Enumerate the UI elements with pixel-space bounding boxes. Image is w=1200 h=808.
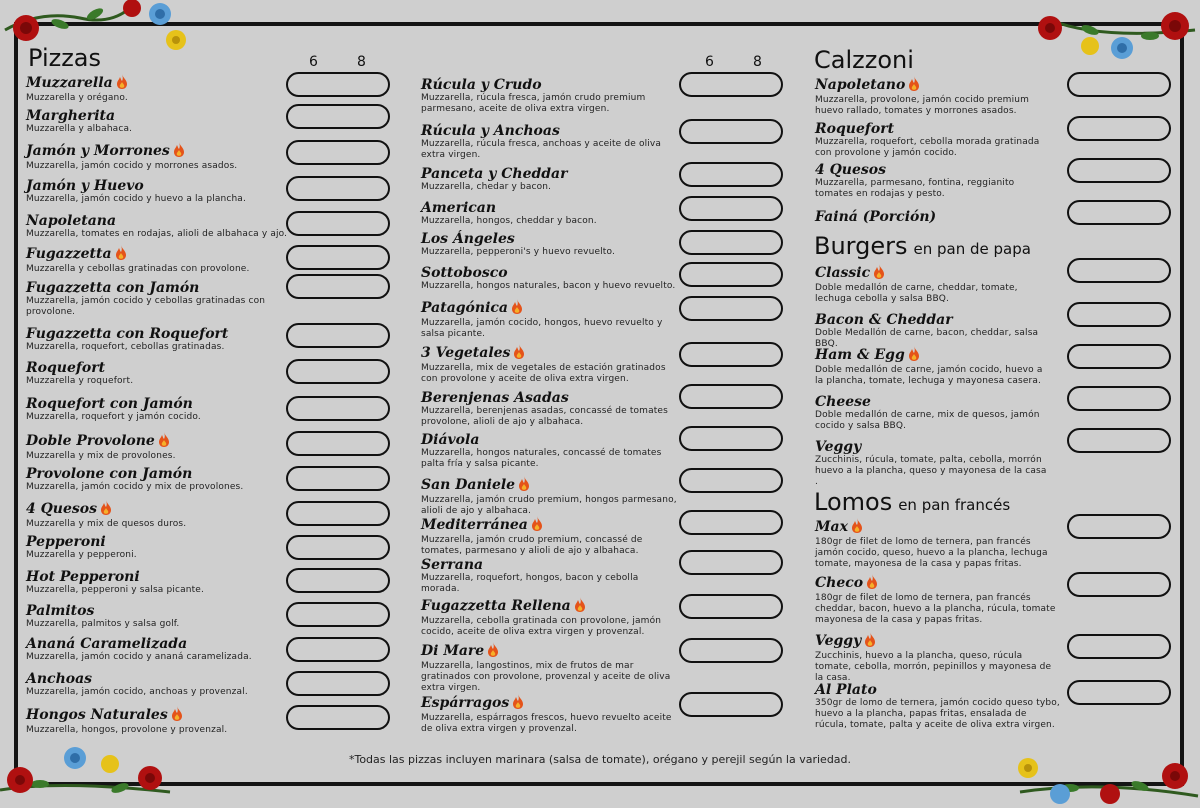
order-quantity-field[interactable] (286, 637, 390, 662)
spicy-flame-icon (116, 74, 128, 93)
menu-item-description: Muzzarella, jamón cocido y cebollas gratinadas con provolone. (26, 296, 266, 317)
menu-item-description: Muzzarella, roquefort, cebolla morada gratinada con provolone y jamón cocido. (815, 137, 1040, 158)
menu-item (26, 74, 288, 104)
spicy-flame-icon (512, 694, 524, 713)
menu-item-name (26, 636, 288, 652)
menu-item (421, 77, 679, 115)
menu-item-name (815, 574, 1060, 593)
menu-item-description: Muzzarella y roquefort. (26, 376, 134, 386)
menu-item-description: Muzzarella, cebolla gratinada con provolone, jamón cocido, aceite de oliva extra virgen y provenzal. (421, 616, 662, 637)
menu-item-name (815, 312, 1051, 328)
menu-item-name (26, 671, 288, 687)
menu-item (26, 636, 288, 663)
menu-item-description: Muzzarella, pepperoni y salsa picante. (26, 585, 204, 595)
flower-decoration-top-right (1030, 0, 1200, 70)
menu-item-name (421, 516, 679, 535)
menu-item-description: Muzzarella, palmitos y salsa golf. (26, 619, 180, 629)
order-quantity-field[interactable] (679, 119, 783, 144)
menu-item-description: Muzzarella y mix de provolones. (26, 451, 176, 461)
spicy-flame-icon (511, 299, 523, 318)
menu-item-name-text: Provolone con Jamón (26, 466, 193, 482)
menu-item (815, 574, 1060, 626)
menu-item-name-text: Fainá (Porción) (815, 209, 937, 225)
order-quantity-field[interactable] (679, 384, 783, 409)
menu-item-name-text: Muzzarella (26, 75, 113, 91)
order-quantity-field[interactable] (1067, 116, 1171, 141)
menu-item-name-text: Napoletano (815, 77, 906, 93)
menu-item-name-text: Anchoas (26, 671, 93, 687)
menu-item-name (26, 396, 288, 412)
calzzoni-title: Calzzoni (814, 46, 914, 74)
order-quantity-field[interactable] (1067, 634, 1171, 659)
menu-item-name-text: Mediterránea (421, 517, 528, 533)
spicy-flame-icon (873, 264, 885, 283)
menu-item (815, 346, 1051, 387)
menu-item (815, 394, 1051, 432)
menu-item (421, 476, 679, 517)
menu-item (421, 597, 679, 638)
spicy-flame-icon (173, 142, 185, 161)
menu-item-name (815, 162, 1051, 178)
menu-item-name-text: Diávola (421, 432, 480, 448)
menu-item-name-text: Roquefort con Jamón (26, 396, 193, 412)
order-quantity-field[interactable] (1067, 386, 1171, 411)
menu-item-description: Muzzarella, hongos naturales, bacon y huevo revuelto. (421, 281, 676, 291)
menu-item-description: Muzzarella, jamón cocido, hongos, huevo revuelto y salsa picante. (421, 318, 663, 339)
menu-item-name (815, 264, 1051, 283)
menu-item (26, 213, 288, 240)
spicy-flame-icon (908, 346, 920, 365)
menu-item-description: Muzzarella, hongos, provolone y provenzal. (26, 725, 228, 735)
spicy-flame-icon (864, 632, 876, 651)
menu-item-name-text: Roquefort (815, 121, 895, 137)
menu-item-name (26, 534, 288, 550)
order-quantity-field[interactable] (1067, 572, 1171, 597)
menu-item (26, 326, 288, 353)
menu-item (815, 264, 1051, 305)
order-quantity-field[interactable] (286, 245, 390, 270)
order-quantity-field[interactable] (679, 468, 783, 493)
menu-item (815, 76, 1051, 117)
menu-item-name-text: 4 Quesos (26, 501, 97, 517)
menu-item (26, 108, 288, 135)
lomos-subtitle: en pan francés (898, 496, 1011, 514)
menu-item-description: Muzzarella, espárragos frescos, huevo revuelto aceite de oliva extra virgen y provenzal. (421, 713, 672, 734)
menu-item-name (421, 265, 679, 281)
order-quantity-field[interactable] (286, 705, 390, 730)
menu-item-name-text: Cheese (815, 394, 871, 410)
menu-item-name (26, 569, 288, 585)
menu-item-name (26, 466, 288, 482)
menu-item-name-text: Di Mare (421, 643, 485, 659)
order-quantity-field[interactable] (286, 466, 390, 491)
menu-item-description: Muzzarella, jamón cocido y morrones asados. (26, 161, 238, 171)
order-quantity-field[interactable] (679, 510, 783, 535)
menu-item-name (26, 706, 288, 725)
menu-item-name-text: Berenjenas Asadas (421, 390, 569, 406)
menu-item-name-text: Patagónica (421, 300, 508, 316)
order-quantity-field[interactable] (286, 671, 390, 696)
menu-item-name (26, 326, 288, 342)
menu-item-name (421, 344, 679, 363)
menu-item-name-text: Serrana (421, 557, 484, 573)
menu-item-name-text: Veggy (815, 633, 862, 649)
menu-item-description: Muzzarella, provolone, jamón cocido premium huevo rallado, tomates y morrones asados. (815, 95, 1030, 116)
menu-item (421, 200, 679, 227)
menu-item-description: Muzzarella, jamón cocido y ananá caramelizada. (26, 652, 252, 662)
menu-item-description: 350gr de lomo de ternera, jamón cocido queso tybo, huevo a la plancha, papas fritas, ensalada de rúcula, tomate, palta y aceite de oliva extra virgen. (815, 698, 1060, 730)
menu-item (26, 245, 288, 275)
menu-item-name (421, 557, 679, 573)
menu-item-description: Muzzarella, roquefort, hongos, bacon y cebolla morada. (421, 573, 639, 594)
menu-item (421, 642, 679, 694)
menu-item-name-text: Rúcula y Anchoas (421, 123, 560, 139)
size-label-8: 8 (357, 54, 366, 70)
order-quantity-field[interactable] (286, 359, 390, 384)
menu-item-description: Muzzarella, pepperoni's y huevo revuelto. (421, 247, 615, 257)
menu-item-name (815, 346, 1051, 365)
menu-item-name-text: 4 Quesos (815, 162, 886, 178)
menu-item-name (26, 213, 288, 229)
order-quantity-field[interactable] (679, 162, 783, 187)
order-quantity-field[interactable] (286, 72, 390, 97)
menu-item-name-text: San Daniele (421, 477, 516, 493)
menu-item-name-text: Sottobosco (421, 265, 508, 281)
menu-item (815, 162, 1051, 200)
menu-item-name (26, 360, 288, 376)
menu-item-description: Doble medallón de carne, cheddar, tomate, lechuga cebolla y salsa BBQ. (815, 283, 1018, 304)
menu-item-name (421, 642, 679, 661)
menu-item-name-text: Veggy (815, 439, 862, 455)
burgers-title (814, 232, 1031, 260)
menu-item-description: Muzzarella, parmesano, fontina, reggianito tomates en rodajas y pesto. (815, 178, 1015, 199)
menu-item (421, 557, 679, 595)
menu-item-name (26, 245, 288, 264)
order-quantity-field[interactable] (286, 396, 390, 421)
order-quantity-field[interactable] (286, 323, 390, 348)
menu-item-name (26, 280, 288, 296)
menu-item (815, 632, 1060, 684)
menu-item-description: Doble medallón de carne, jamón cocido, huevo a la plancha, tomate, lechuga y mayonesa casera. (815, 365, 1043, 386)
flower-decoration-top-left (0, 0, 200, 60)
menu-item-name (815, 439, 1051, 455)
menu-item-name (421, 476, 679, 495)
lomos-title (814, 488, 1010, 516)
menu-item-description: Muzzarella y albahaca. (26, 124, 133, 134)
menu-item (26, 500, 288, 530)
menu-item-name (815, 682, 1060, 698)
spicy-flame-icon (100, 500, 112, 519)
menu-item (815, 439, 1051, 488)
menu-item-description: Zucchinis, huevo a la plancha, queso, rúcula tomate, cebolla, morrón, pepinillos y mayonesa de la casa. (815, 651, 1052, 683)
menu-item-description: Muzzarella, langostinos, mix de frutos de mar gratinados con provolone, provenzal y aceite de oliva extra virgen. (421, 661, 671, 693)
menu-item (26, 432, 288, 462)
menu-item-description: Muzzarella y pepperoni. (26, 550, 137, 560)
menu-item-name-text: Fugazzetta Rellena (421, 598, 571, 614)
menu-item (26, 603, 288, 630)
order-quantity-field[interactable] (679, 550, 783, 575)
order-quantity-field[interactable] (1067, 344, 1171, 369)
menu-item-description: Muzzarella, berenjenas asadas, concassé de tomates provolone, alioli de ajo y albahaca. (421, 406, 668, 427)
order-quantity-field[interactable] (286, 140, 390, 165)
menu-item-name-text: Pepperoni (26, 534, 106, 550)
menu-item-description: Muzzarella, jamón crudo premium, concassé de tomates, parmesano y alioli de ajo y albahaca. (421, 535, 643, 556)
menu-item (421, 231, 679, 258)
menu-item-description: Zucchinis, rúcula, tomate, palta, cebolla, morrón huevo a la plancha, queso y mayonesa de la casa . (815, 455, 1047, 487)
menu-item-name-text: Hot Pepperoni (26, 569, 140, 585)
menu-item-name-text: Jamón y Morrones (26, 143, 170, 159)
menu-item (421, 299, 679, 340)
menu-item-name-text: American (421, 200, 497, 216)
menu-item (421, 432, 679, 470)
menu-item-name (26, 603, 288, 619)
spicy-flame-icon (171, 706, 183, 725)
spicy-flame-icon (518, 476, 530, 495)
order-quantity-field[interactable] (286, 602, 390, 627)
order-quantity-field[interactable] (679, 196, 783, 221)
menu-item-name (26, 74, 288, 93)
order-quantity-field[interactable] (679, 638, 783, 663)
menu-item-name (815, 121, 1051, 137)
menu-item-description: 180gr de filet de lomo de ternera, pan francés cheddar, bacon, huevo a la plancha, rúcula, tomate mayonesa de la casa y papas fritas. (815, 593, 1056, 625)
menu-item-name-text: Classic (815, 265, 871, 281)
menu-item-name (26, 108, 288, 124)
order-quantity-field[interactable] (1067, 680, 1171, 705)
menu-item-description: Muzzarella, jamón crudo premium, hongos parmesano, alioli de ajo y albahaca. (421, 495, 677, 516)
order-quantity-field[interactable] (286, 431, 390, 456)
menu-item-name (815, 632, 1060, 651)
lomos-title-text: Lomos (814, 488, 893, 516)
menu-item-name (26, 500, 288, 519)
menu-item-name-text: Palmitos (26, 603, 95, 619)
menu-item-description: Muzzarella, jamón cocido, anchoas y provenzal. (26, 687, 248, 697)
order-quantity-field[interactable] (1067, 258, 1171, 283)
menu-item-name-text: Panceta y Cheddar (421, 166, 568, 182)
menu-item-name (421, 597, 679, 616)
burgers-title-text: Burgers (814, 232, 908, 260)
menu-item (421, 265, 679, 292)
order-quantity-field[interactable] (679, 692, 783, 717)
order-quantity-field[interactable] (286, 501, 390, 526)
size-label-6: 6 (705, 54, 714, 70)
menu-item-name-text: Fugazzetta con Roquefort (26, 326, 229, 342)
order-quantity-field[interactable] (286, 104, 390, 129)
menu-item-name-text: Bacon & Cheddar (815, 312, 953, 328)
menu-item (815, 121, 1051, 159)
spicy-flame-icon (908, 76, 920, 95)
menu-item-name (26, 432, 288, 451)
flower-decoration-bottom-left (0, 740, 180, 808)
menu-item-name (815, 518, 1060, 537)
menu-item (421, 516, 679, 557)
spicy-flame-icon (158, 432, 170, 451)
menu-item-description: Doble medallón de carne, mix de quesos, jamón cocido y salsa BBQ. (815, 410, 1040, 431)
menu-item-name-text: Roquefort (26, 360, 106, 376)
menu-item (26, 569, 288, 596)
menu-item-name-text: Fugazzetta (26, 246, 112, 262)
order-quantity-field[interactable] (286, 535, 390, 560)
menu-item-description: Muzzarella y mix de quesos duros. (26, 519, 187, 529)
menu-item-name-text: Ananá Caramelizada (26, 636, 188, 652)
menu-item-name-text: Hongos Naturales (26, 707, 168, 723)
menu-item-description: Muzzarella, tomates en rodajas, alioli de albahaca y ajo. (26, 229, 288, 239)
menu-item-description: 180gr de filet de lomo de ternera, pan francés jamón cocido, queso, huevo a la plancha, lechuga tomate, mayonesa de la casa y papas fritas. (815, 537, 1048, 569)
menu-item-name-text: 3 Vegetales (421, 345, 511, 361)
order-quantity-field[interactable] (1067, 428, 1171, 453)
menu-item (26, 534, 288, 561)
menu-item (815, 518, 1060, 570)
menu-item-name-text: Ham & Egg (815, 347, 905, 363)
order-quantity-field[interactable] (1067, 158, 1171, 183)
order-quantity-field[interactable] (679, 594, 783, 619)
spicy-flame-icon (574, 597, 586, 616)
menu-item (26, 142, 288, 172)
menu-item (26, 466, 288, 493)
menu-item-name (815, 394, 1051, 410)
order-quantity-field[interactable] (1067, 302, 1171, 327)
order-quantity-field[interactable] (286, 568, 390, 593)
spicy-flame-icon (513, 344, 525, 363)
size-label-8: 8 (753, 54, 762, 70)
menu-item-name (421, 694, 679, 713)
menu-item (421, 694, 679, 735)
menu-item (421, 166, 679, 193)
footnote: *Todas las pizzas incluyen marinara (salsa de tomate), orégano y perejil según la variedad. (348, 753, 852, 766)
menu-item-name-text: Max (815, 519, 848, 535)
menu-item-description: Muzzarella, rúcula fresca, anchoas y aceite de oliva extra virgen. (421, 139, 662, 160)
menu-item (26, 396, 288, 423)
order-quantity-field[interactable] (286, 274, 390, 299)
menu-item (26, 280, 288, 318)
menu-item-name-text: Checo (815, 575, 864, 591)
menu-item-description: Muzzarella, mix de vegetales de estación gratinados con provolone y aceite de oliva extra virgen. (421, 363, 666, 384)
menu-item-name (26, 178, 288, 194)
menu-item-description: Muzzarella y orégano. (26, 93, 128, 103)
menu-item-name-text: Napoletana (26, 213, 117, 229)
order-quantity-field[interactable] (1067, 72, 1171, 97)
menu-item-name (26, 142, 288, 161)
menu-item (26, 706, 288, 736)
menu-item-name (421, 123, 679, 139)
size-label-6: 6 (309, 54, 318, 70)
order-quantity-field[interactable] (286, 211, 390, 236)
pizzas-title: Pizzas (28, 44, 102, 72)
order-quantity-field[interactable] (1067, 514, 1171, 539)
order-quantity-field[interactable] (286, 176, 390, 201)
menu-item-name-text: Doble Provolone (26, 433, 155, 449)
menu-item-description: Doble Medallón de carne, bacon, cheddar, salsa BBQ. (815, 328, 1039, 349)
menu-item-name (815, 209, 1051, 225)
menu-item-name-text: Los Ángeles (421, 231, 515, 247)
menu-item (26, 178, 288, 205)
menu-item (421, 344, 679, 385)
menu-item (421, 390, 679, 428)
menu-item-name-text: Jamón y Huevo (26, 178, 144, 194)
order-quantity-field[interactable] (679, 230, 783, 255)
spicy-flame-icon (487, 642, 499, 661)
menu-item-name-text: Espárragos (421, 695, 510, 711)
menu-item (26, 671, 288, 698)
menu-item-name-text: Al Plato (815, 682, 877, 698)
menu-item-description: Muzzarella, rúcula fresca, jamón crudo premium parmesano, aceite de oliva extra virgen. (421, 93, 646, 114)
menu-item-name (421, 390, 679, 406)
menu-item-name (421, 77, 679, 93)
menu-item (26, 360, 288, 387)
menu-item-name (421, 432, 679, 448)
menu-item (815, 682, 1060, 731)
menu-item-description: Muzzarella, roquefort, cebollas gratinadas. (26, 342, 225, 352)
menu-item-name-text: Margherita (26, 108, 116, 124)
menu-item (815, 209, 1051, 225)
menu-item-name (421, 231, 679, 247)
order-quantity-field[interactable] (679, 426, 783, 451)
spicy-flame-icon (851, 518, 863, 537)
menu-item-description: Muzzarella, roquefort y jamón cocido. (26, 412, 201, 422)
menu-item-description: Muzzarella, chedar y bacon. (421, 182, 552, 192)
menu-item-description: Muzzarella, hongos, cheddar y bacon. (421, 216, 597, 226)
menu-item (815, 312, 1051, 350)
menu-item-name (815, 76, 1051, 95)
order-quantity-field[interactable] (679, 296, 783, 321)
order-quantity-field[interactable] (679, 72, 783, 97)
burgers-subtitle: en pan de papa (913, 240, 1031, 258)
spicy-flame-icon (115, 245, 127, 264)
menu-item-name (421, 200, 679, 216)
order-quantity-field[interactable] (679, 262, 783, 287)
menu-item-description: Muzzarella, hongos naturales, concassé de tomates palta fría y salsa picante. (421, 448, 662, 469)
menu-item-name (421, 299, 679, 318)
menu-item-description: Muzzarella, jamón cocido y huevo a la plancha. (26, 194, 246, 204)
menu-item-name-text: Rúcula y Crudo (421, 77, 542, 93)
menu-item-name (421, 166, 679, 182)
menu-item-description: Muzzarella y cebollas gratinadas con provolone. (26, 264, 250, 274)
spicy-flame-icon (866, 574, 878, 593)
order-quantity-field[interactable] (1067, 200, 1171, 225)
menu-item-description: Muzzarella, jamón cocido y mix de provolones. (26, 482, 244, 492)
menu-item (421, 123, 679, 161)
menu-item-name-text: Fugazzetta con Jamón (26, 280, 200, 296)
flower-decoration-bottom-right (1010, 740, 1200, 808)
order-quantity-field[interactable] (679, 342, 783, 367)
spicy-flame-icon (531, 516, 543, 535)
